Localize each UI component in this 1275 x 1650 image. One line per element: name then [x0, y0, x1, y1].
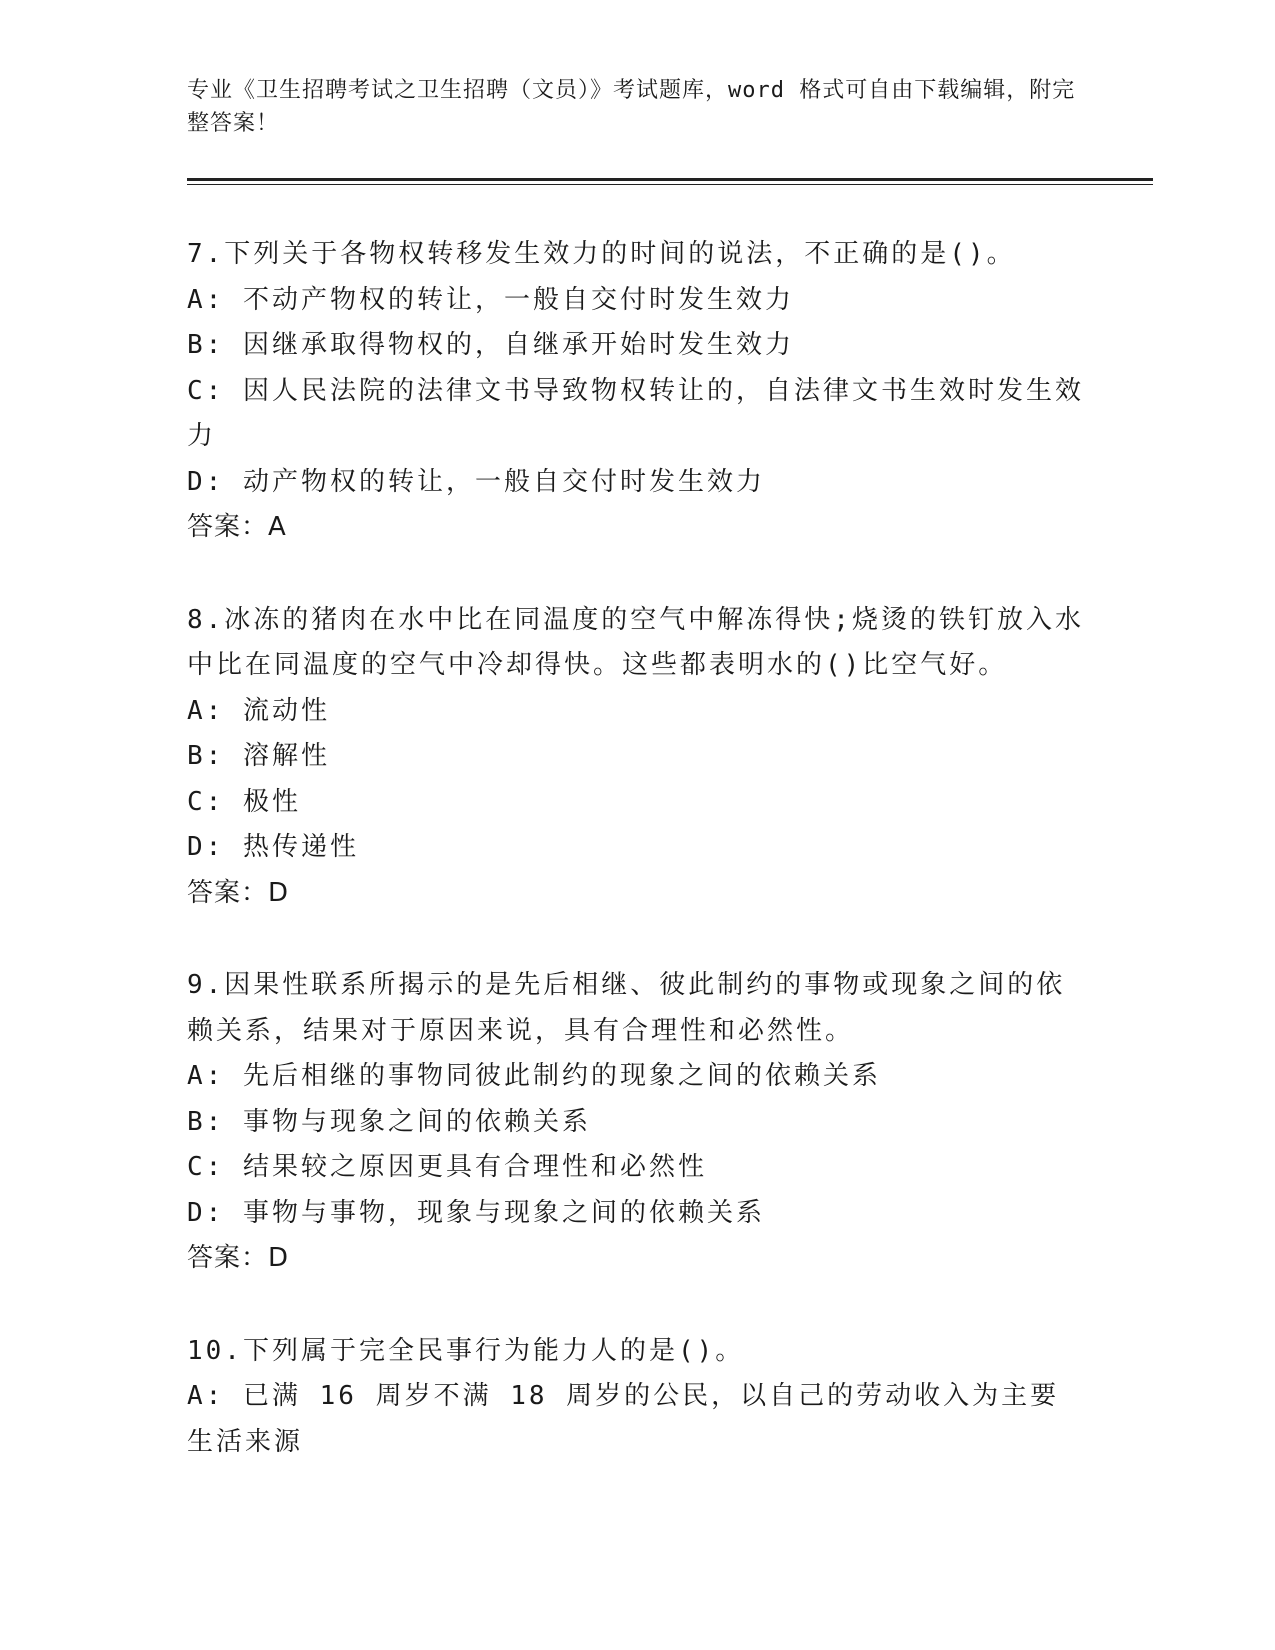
answer: 答案：D — [187, 1243, 290, 1273]
answer: 答案：D — [187, 877, 290, 908]
question-stem: 8.冰冻的猪肉在水中比在同温度的空气中解冻得快;烧烫的铁钉放入水中比在同温度的空气中冷却得快。这些都表明水的()比空气好。 — [187, 604, 1084, 680]
question-list — [187, 232, 1087, 1512]
option-b: B: 事物与现象之间的依赖关系 — [187, 1106, 591, 1137]
header-rule-thin — [187, 184, 1153, 185]
question-10 — [187, 1329, 1087, 1466]
option-b: B: 因继承取得物权的，自继承开始时发生效力 — [187, 330, 794, 360]
answer: 答案：A — [187, 512, 287, 542]
option-a: A: 已满 16 周岁不满 18 周岁的公民，以自己的劳动收入为主要生活来源 — [187, 1381, 1060, 1457]
option-d: D: 热传递性 — [187, 832, 359, 862]
question-7 — [187, 232, 1087, 551]
option-c: C: 结果较之原因更具有合理性和必然性 — [187, 1152, 707, 1182]
option-d: D: 动产物权的转让，一般自交付时发生效力 — [187, 466, 765, 497]
question-stem: 10.下列属于完全民事行为能力人的是()。 — [187, 1335, 745, 1366]
document-header: 专业《卫生招聘考试之卫生招聘（文员）》考试题库，word 格式可自由下载编辑，附完整答案！ — [187, 78, 1076, 136]
option-a: A: 不动产物权的转让，一般自交付时发生效力 — [187, 284, 794, 315]
question-9 — [187, 963, 1087, 1282]
question-stem: 9.因果性联系所揭示的是先后相继、彼此制约的事物或现象之间的依赖关系，结果对于原因来说，具有合理性和必然性。 — [187, 970, 1066, 1046]
option-a: A: 流动性 — [187, 695, 330, 726]
option-b: B: 溶解性 — [187, 741, 330, 771]
header-rule-thick — [187, 178, 1153, 181]
option-d: D: 事物与事物，现象与现象之间的依赖关系 — [187, 1197, 765, 1228]
question-stem: 7.下列关于各物权转移发生效力的时间的说法，不正确的是()。 — [187, 239, 1016, 269]
option-c: C: 极性 — [187, 786, 301, 817]
option-a: A: 先后相继的事物同彼此制约的现象之间的依赖关系 — [187, 1061, 881, 1091]
option-c: C: 因人民法院的法律文书导致物权转让的，自法律文书生效时发生效力 — [187, 375, 1084, 451]
question-8 — [187, 598, 1087, 917]
